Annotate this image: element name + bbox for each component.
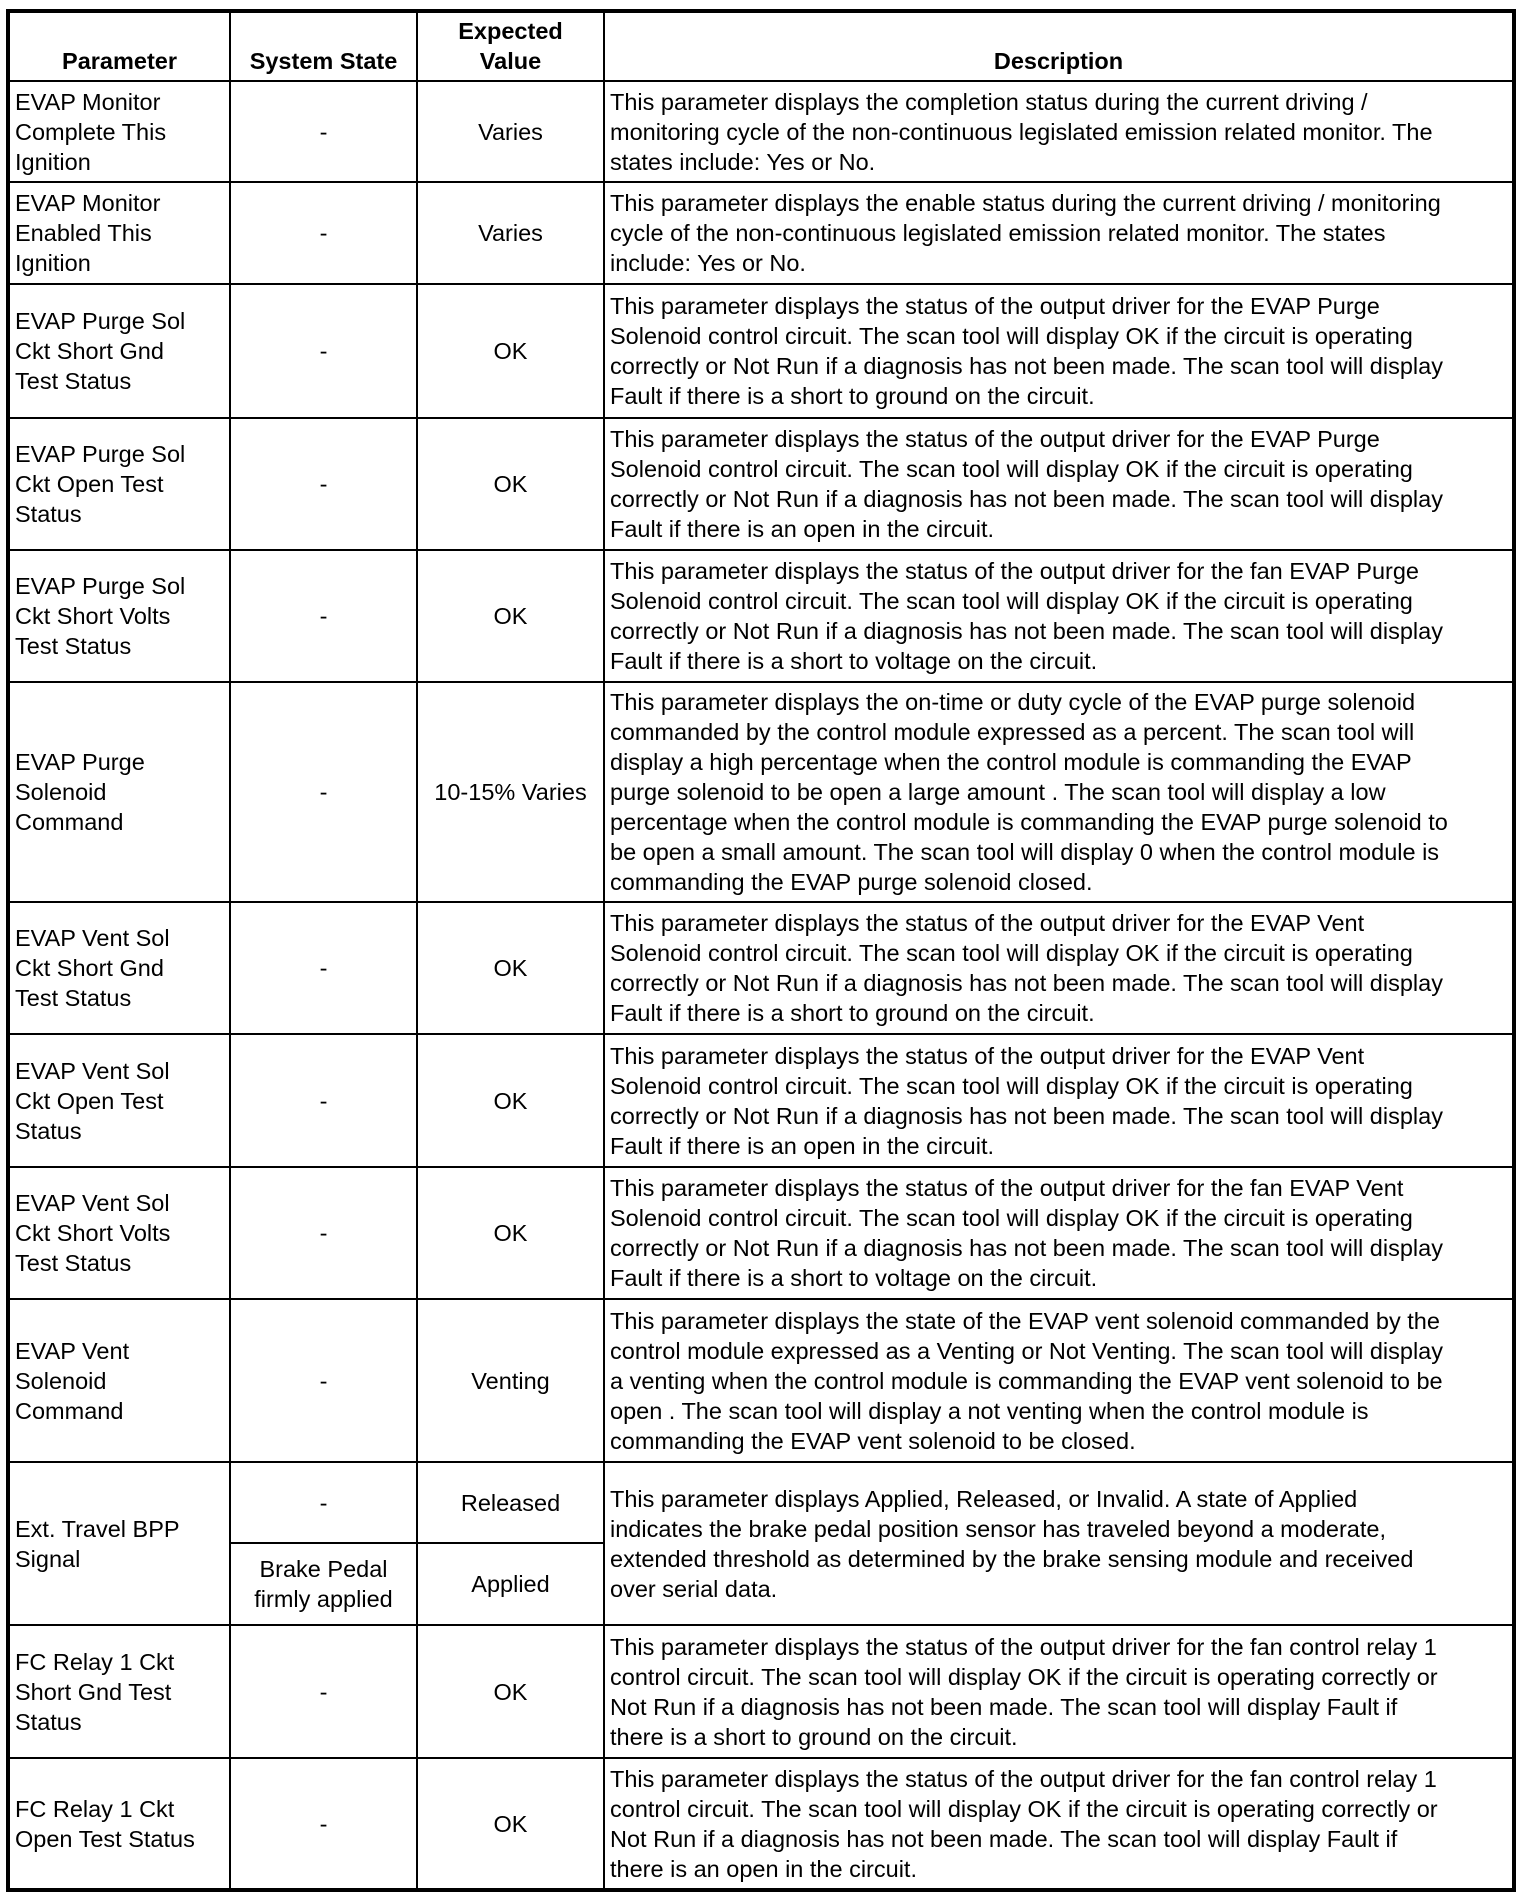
table-row (8, 1462, 1514, 1543)
system-state-cell: Brake Pedal firmly applied (230, 1543, 417, 1625)
parameter-cell: EVAP Purge Sol Ckt Open Test Status (8, 418, 230, 550)
parameter-cell: FC Relay 1 Ckt Open Test Status (8, 1758, 230, 1890)
description-cell: This parameter displays the state of the EVAP vent solenoid commanded by the control module expressed as a Venting or Not Venting. The scan tool will display a venting when the control module is commanding the EVAP vent solenoid to be open . The scan tool will display a not venting when the control module is commanding the EVAP vent solenoid to be closed. (604, 1299, 1514, 1462)
system-state-cell: - (230, 902, 417, 1034)
description-cell: This parameter displays the status of the output driver for the fan control relay 1 control circuit. The scan tool will display OK if the circuit is operating correctly or Not Run if a diagnosis has not been made. The scan tool will display Fault if there is a short to ground on the circuit. (604, 1625, 1514, 1758)
table-row (8, 550, 1514, 682)
parameter-cell: FC Relay 1 Ckt Short Gnd Test Status (8, 1625, 230, 1758)
expected-value-cell: OK (417, 284, 604, 418)
header-parameter: Parameter (8, 11, 230, 81)
table-row (8, 1034, 1514, 1167)
description-cell: This parameter displays the status of the output driver for the fan EVAP Purge Solenoid control circuit. The scan tool will display OK if the circuit is operating correctly or Not Run if a diagnosis has not been made. The scan tool will display Fault if there is a short to voltage on the circuit. (604, 550, 1514, 682)
system-state-cell: - (230, 1625, 417, 1758)
system-state-cell: - (230, 1462, 417, 1543)
expected-value-cell: Varies (417, 81, 604, 182)
expected-value-cell: Venting (417, 1299, 604, 1462)
description-cell: This parameter displays the status of the output driver for the fan control relay 1 control circuit. The scan tool will display OK if the circuit is operating correctly or Not Run if a diagnosis has not been made. The scan tool will display Fault if there is an open in the circuit. (604, 1758, 1514, 1890)
description-cell: This parameter displays the on-time or duty cycle of the EVAP purge solenoid commanded by the control module expressed as a percent. The scan tool will display a high percentage when the control module is commanding the EVAP purge solenoid to be open a large amount . The scan tool will display a low percentage when the control module is commanding the EVAP purge solenoid to be open a small amount. The scan tool will display 0 when the control module is commanding the EVAP purge solenoid closed. (604, 682, 1514, 902)
parameter-cell: EVAP Purge Sol Ckt Short Volts Test Status (8, 550, 230, 682)
parameter-cell: EVAP Vent Sol Ckt Short Volts Test Status (8, 1167, 230, 1299)
description-cell: This parameter displays the completion status during the current driving / monitoring cycle of the non-continuous legislated emission related monitor. The states include: Yes or No. (604, 81, 1514, 182)
table-row (8, 682, 1514, 902)
table-row (8, 1299, 1514, 1462)
expected-value-cell: OK (417, 550, 604, 682)
table-row (8, 418, 1514, 550)
parameter-cell: EVAP Purge Sol Ckt Short Gnd Test Status (8, 284, 230, 418)
description-cell: This parameter displays the status of the output driver for the EVAP Vent Solenoid control circuit. The scan tool will display OK if the circuit is operating correctly or Not Run if a diagnosis has not been made. The scan tool will display Fault if there is an open in the circuit. (604, 1034, 1514, 1167)
expected-value-cell: Varies (417, 182, 604, 284)
header-expected-value: Expected Value (417, 11, 604, 81)
parameter-cell: EVAP Vent Sol Ckt Short Gnd Test Status (8, 902, 230, 1034)
description-cell: This parameter displays Applied, Released, or Invalid. A state of Applied indicates the brake pedal position sensor has traveled beyond a moderate, extended threshold as determined by the brake sensing module and received over serial data. (604, 1462, 1514, 1625)
header-description: Description (604, 11, 1514, 81)
system-state-cell: - (230, 182, 417, 284)
expected-value-cell: 10-15% Varies (417, 682, 604, 902)
table-row (8, 81, 1514, 182)
expected-value-cell: OK (417, 1625, 604, 1758)
header-system-state: System State (230, 11, 417, 81)
expected-value-cell: Released (417, 1462, 604, 1543)
table-row (8, 1758, 1514, 1890)
description-cell: This parameter displays the status of the output driver for the fan EVAP Vent Solenoid control circuit. The scan tool will display OK if the circuit is operating correctly or Not Run if a diagnosis has not been made. The scan tool will display Fault if there is a short to voltage on the circuit. (604, 1167, 1514, 1299)
table-row (8, 182, 1514, 284)
system-state-cell: - (230, 1167, 417, 1299)
parameter-cell: EVAP Vent Solenoid Command (8, 1299, 230, 1462)
header-row (8, 11, 1514, 81)
expected-value-cell: OK (417, 418, 604, 550)
expected-value-cell: OK (417, 902, 604, 1034)
description-cell: This parameter displays the status of the output driver for the EVAP Vent Solenoid control circuit. The scan tool will display OK if the circuit is operating correctly or Not Run if a diagnosis has not been made. The scan tool will display Fault if there is a short to ground on the circuit. (604, 902, 1514, 1034)
system-state-cell: - (230, 1758, 417, 1890)
system-state-cell: - (230, 550, 417, 682)
expected-value-cell: OK (417, 1167, 604, 1299)
system-state-cell: - (230, 1034, 417, 1167)
description-cell: This parameter displays the status of the output driver for the EVAP Purge Solenoid control circuit. The scan tool will display OK if the circuit is operating correctly or Not Run if a diagnosis has not been made. The scan tool will display Fault if there is an open in the circuit. (604, 418, 1514, 550)
system-state-cell: - (230, 81, 417, 182)
system-state-cell: - (230, 284, 417, 418)
system-state-cell: - (230, 682, 417, 902)
parameter-cell: EVAP Monitor Complete This Ignition (8, 81, 230, 182)
parameter-table (6, 9, 1516, 1892)
system-state-cell: - (230, 1299, 417, 1462)
table-row (8, 1625, 1514, 1758)
system-state-cell: - (230, 418, 417, 550)
parameter-cell: EVAP Vent Sol Ckt Open Test Status (8, 1034, 230, 1167)
description-cell: This parameter displays the status of the output driver for the EVAP Purge Solenoid control circuit. The scan tool will display OK if the circuit is operating correctly or Not Run if a diagnosis has not been made. The scan tool will display Fault if there is a short to ground on the circuit. (604, 284, 1514, 418)
expected-value-cell: Applied (417, 1543, 604, 1625)
table-row (8, 284, 1514, 418)
expected-value-cell: OK (417, 1034, 604, 1167)
parameter-cell: Ext. Travel BPP Signal (8, 1462, 230, 1625)
table-row (8, 902, 1514, 1034)
parameter-cell: EVAP Purge Solenoid Command (8, 682, 230, 902)
table-row (8, 1167, 1514, 1299)
description-cell: This parameter displays the enable status during the current driving / monitoring cycle of the non-continuous legislated emission related monitor. The states include: Yes or No. (604, 182, 1514, 284)
parameter-cell: EVAP Monitor Enabled This Ignition (8, 182, 230, 284)
expected-value-cell: OK (417, 1758, 604, 1890)
